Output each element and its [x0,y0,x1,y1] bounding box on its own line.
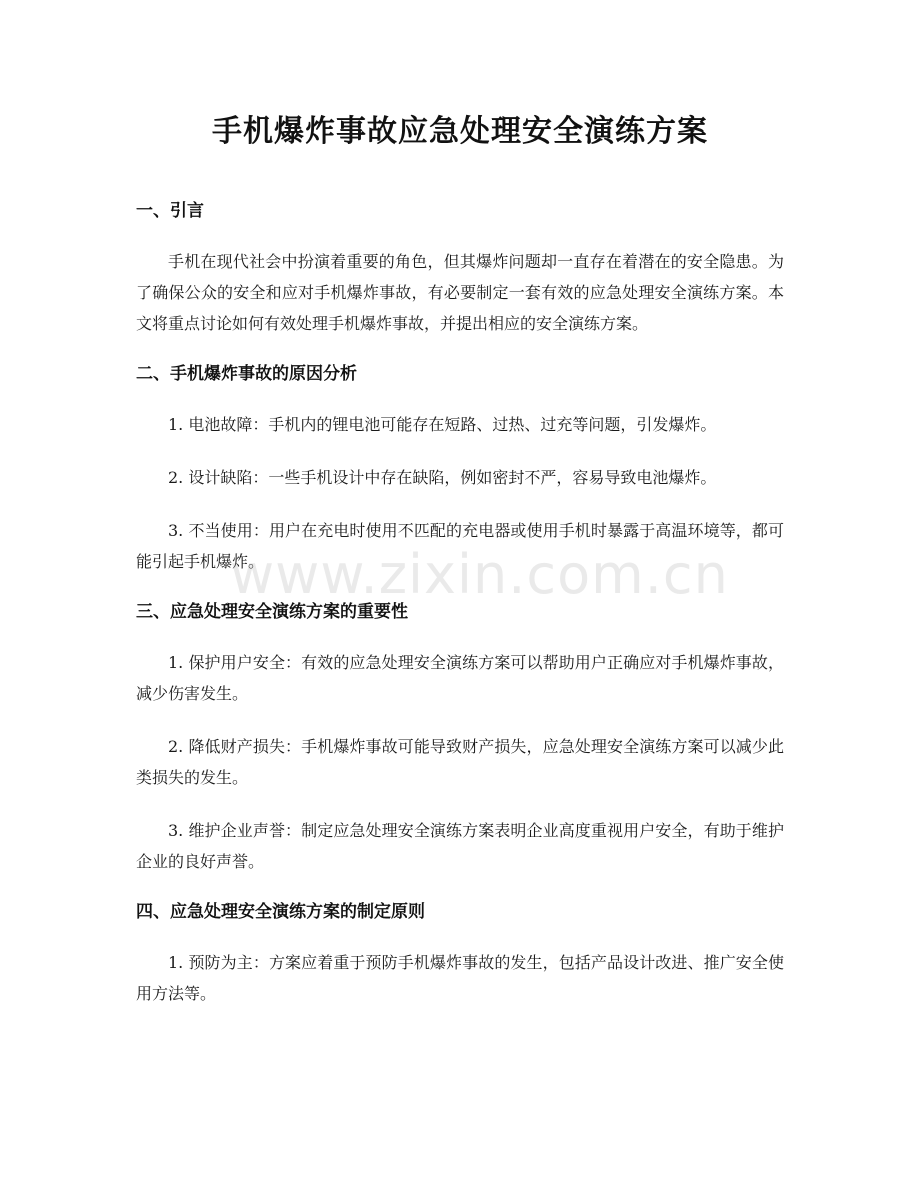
section-principles [136,899,784,1009]
list-item: 3. 不当使用：用户在充电时使用不匹配的充电器或使用手机时暴露于高温环境等，都可能引起手机爆炸。 [136,521,784,571]
section-importance [136,599,784,877]
list-item: 2. 设计缺陷：一些手机设计中存在缺陷，例如密封不严，容易导致电池爆炸。 [168,468,717,487]
list-item: 3. 维护企业声誉：制定应急处理安全演练方案表明企业高度重视用户安全，有助于维护企业的良好声誉。 [136,821,784,871]
list-item: 1. 保护用户安全：有效的应急处理安全演练方案可以帮助用户正确应对手机爆炸事故，减少伤害发生。 [136,653,784,703]
section-cause-analysis [136,361,784,577]
watermark: www.zixin.com.cn [230,543,729,606]
section-introduction [136,198,784,339]
section-heading: 一、引言 [136,201,204,221]
list-item: 1. 电池故障：手机内的锂电池可能存在短路、过热、过充等问题，引发爆炸。 [168,415,717,434]
list-item: 2. 降低财产损失：手机爆炸事故可能导致财产损失，应急处理安全演练方案可以减少此类损失的发生。 [136,737,784,787]
list-item: 1. 预防为主：方案应着重于预防手机爆炸事故的发生，包括产品设计改进、推广安全使用方法等。 [136,953,784,1003]
section-heading: 四、应急处理安全演练方案的制定原则 [136,902,425,922]
page-title: 手机爆炸事故应急处理安全演练方案 [212,114,708,149]
section-heading: 二、手机爆炸事故的原因分析 [136,364,357,384]
paragraph: 手机在现代社会中扮演着重要的角色，但其爆炸问题却一直存在着潜在的安全隐患。为了确保公众的安全和应对手机爆炸事故，有必要制定一套有效的应急处理安全演练方案。本文将重点讨论如何有效处理手机爆炸事故，并提出相应的安全演练方案。 [136,252,784,333]
section-heading: 三、应急处理安全演练方案的重要性 [136,602,408,622]
